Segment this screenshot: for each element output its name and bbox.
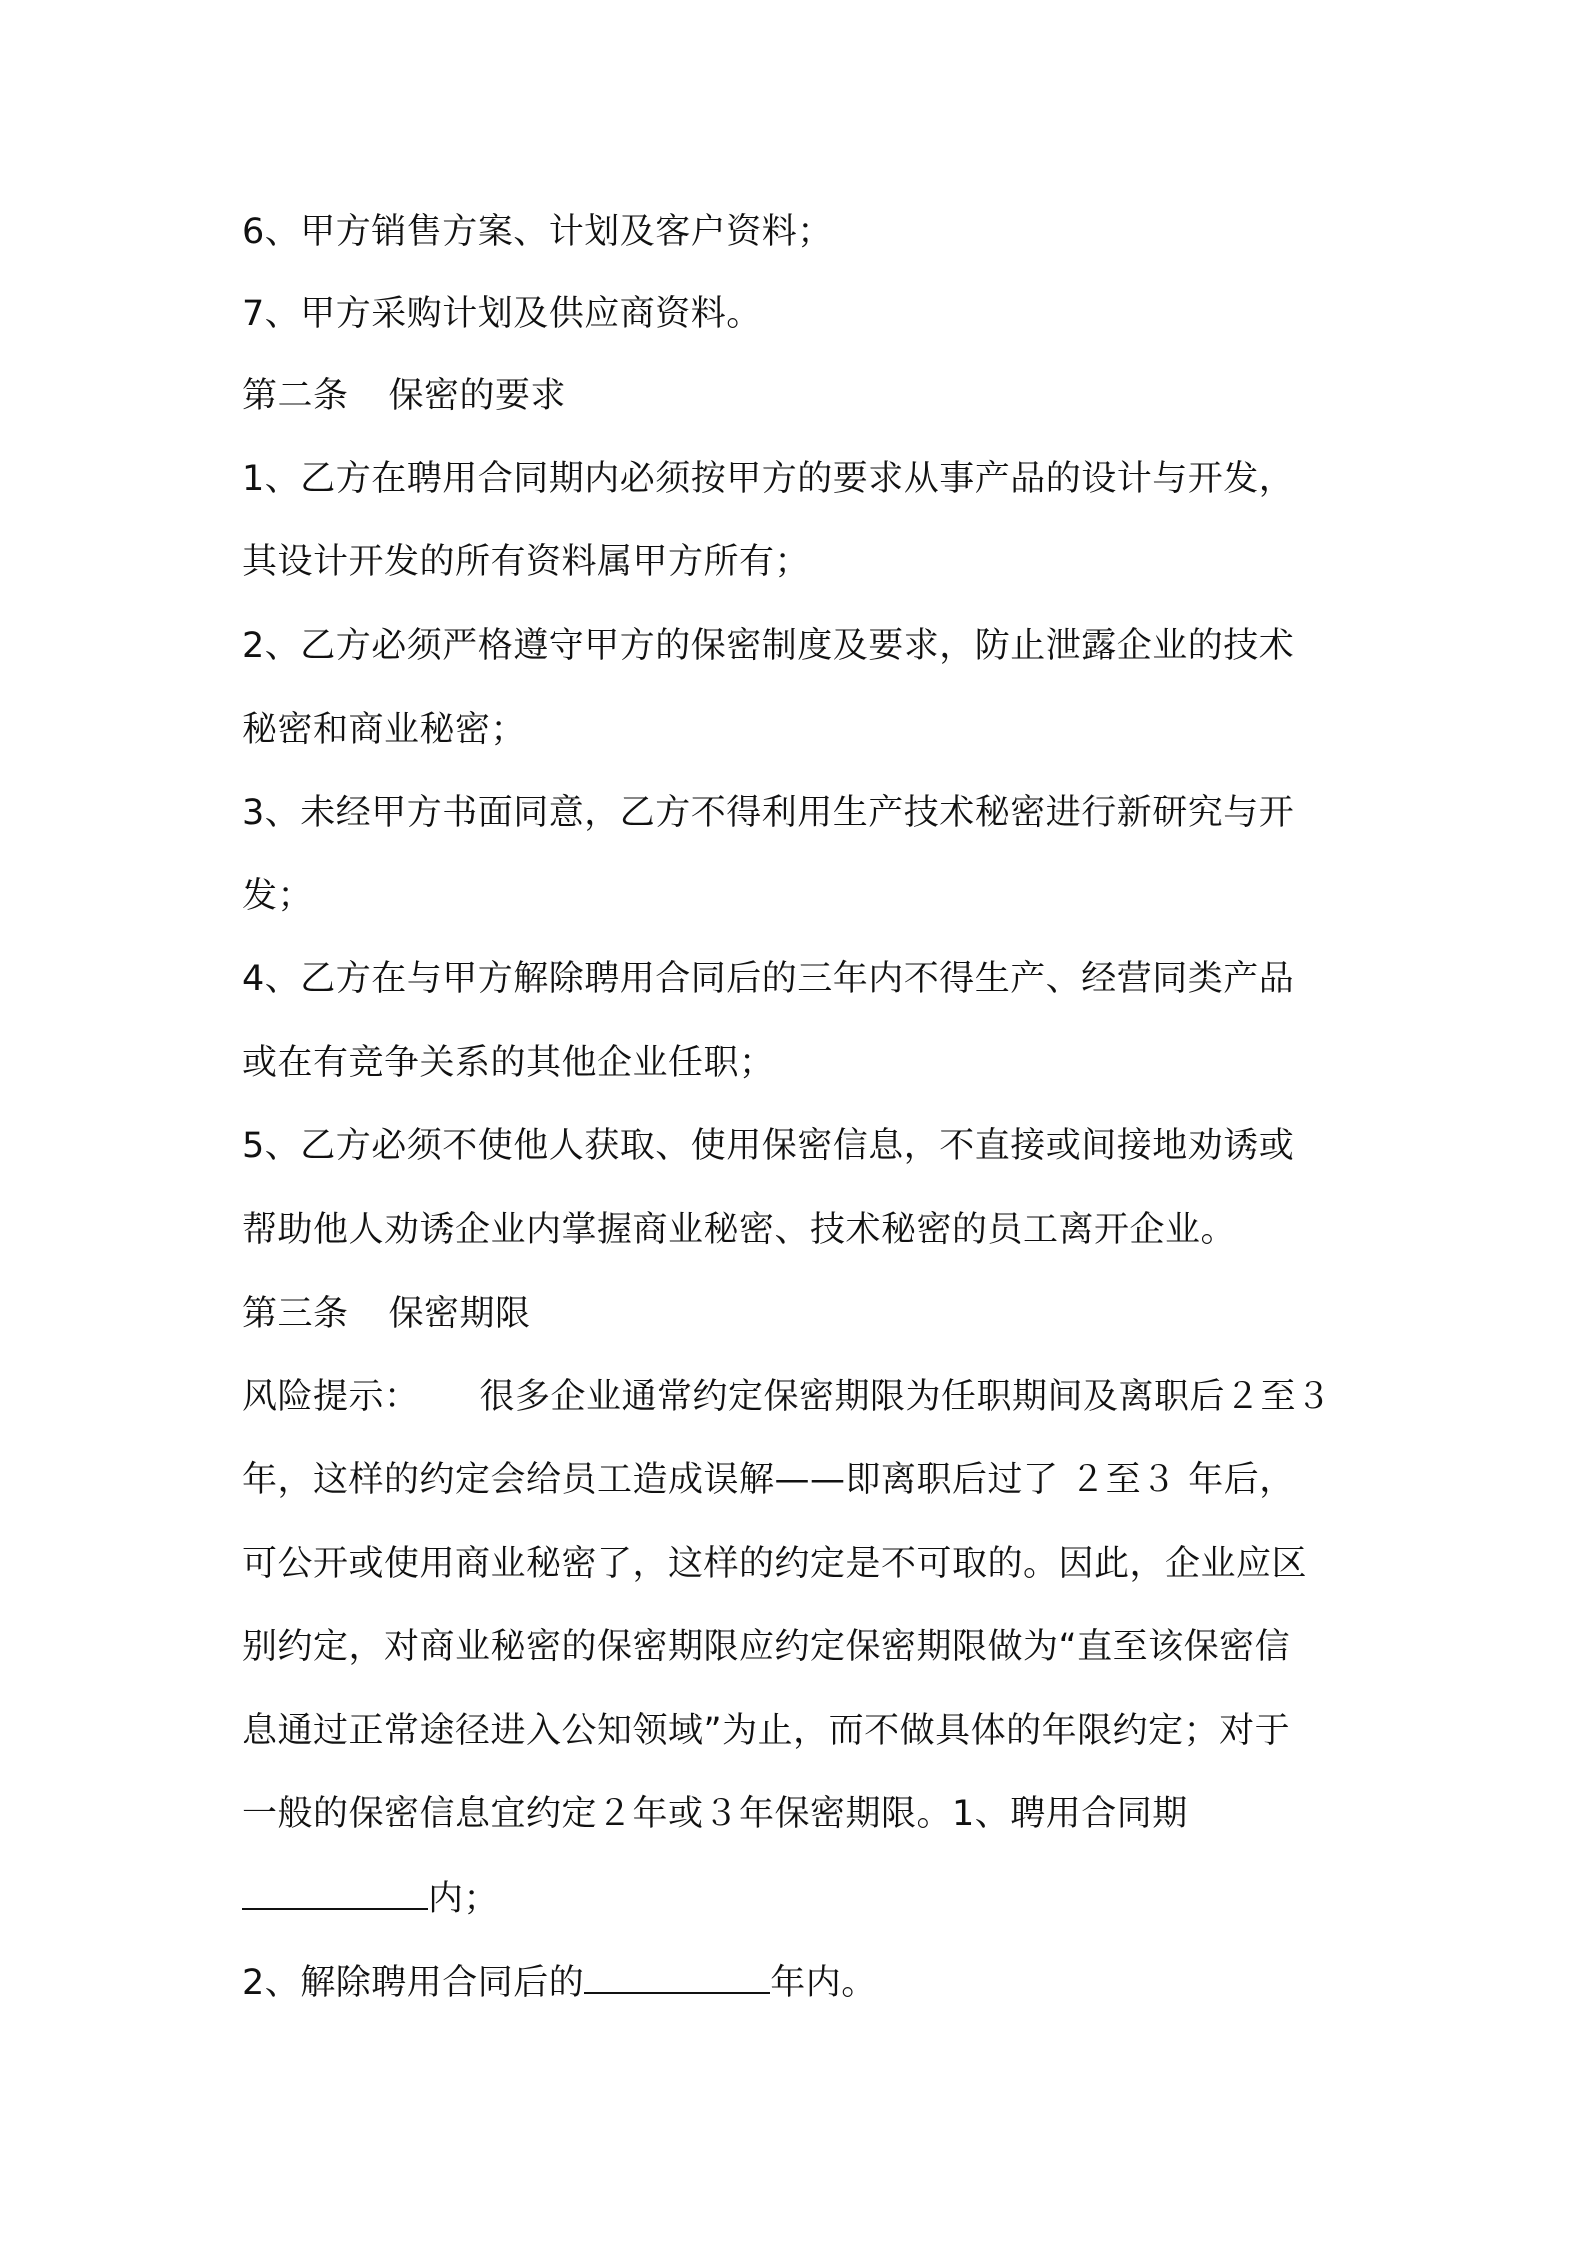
risk-line: 年，这样的约定会给员工造成误解——即离职后过了 ２至３ 年后， — [242, 1460, 1295, 1500]
term-2-suffix: 年内。 — [770, 1963, 877, 2003]
risk-line: 息通过正常途径进入公知领域”为止，而不做具体的年限约定；对于 — [242, 1711, 1291, 1751]
article-3-heading — [242, 1290, 1362, 1338]
risk-label: 风险提示： — [242, 1377, 420, 1417]
article-2-heading — [242, 372, 1362, 420]
article-2-line: 3、未经甲方书面同意，乙方不得利用生产技术秘密进行新研究与开 — [242, 793, 1295, 833]
risk-line: 一般的保密信息宜约定２年或３年保密期限。1、聘用合同期 — [242, 1794, 1188, 1834]
article-3-title: 保密期限 — [388, 1294, 531, 1334]
term-1-line — [242, 1874, 1362, 1923]
term-2-prefix: 2、解除聘用合同后的 — [242, 1963, 585, 2003]
list-item-6: 6、甲方销售方案、计划及客户资料； — [242, 212, 833, 252]
article-2-line: 发； — [242, 876, 314, 916]
article-2-title: 保密的要求 — [388, 376, 567, 416]
risk-line: 别约定，对商业秘密的保密期限应约定保密期限做为“直至该保密信 — [242, 1627, 1291, 1667]
article-2-line: 2、乙方必须严格遵守甲方的保密制度及要求，防止泄露企业的技术 — [242, 626, 1295, 666]
article-2-line: 5、乙方必须不使他人获取、使用保密信息，不直接或间接地劝诱或 — [242, 1126, 1295, 1166]
term-2-line — [242, 1958, 1362, 2007]
article-2-line: 或在有竞争关系的其他企业任职； — [242, 1043, 775, 1083]
article-3-number: 第三条 — [242, 1294, 349, 1334]
fill-in-blank — [584, 1958, 770, 1994]
article-2-line: 帮助他人劝诱企业内掌握商业秘密、技术秘密的员工离开企业。 — [242, 1210, 1237, 1250]
article-2-line: 4、乙方在与甲方解除聘用合同后的三年内不得生产、经营同类产品 — [242, 959, 1295, 999]
term-1-suffix: 内； — [428, 1879, 500, 1919]
article-2-line: 其设计开发的所有资料属甲方所有； — [242, 542, 811, 582]
fill-in-blank — [242, 1874, 428, 1910]
article-2-number: 第二条 — [242, 376, 349, 416]
article-2-line: 秘密和商业秘密； — [242, 710, 527, 750]
list-item-7: 7、甲方采购计划及供应商资料。 — [242, 294, 762, 334]
risk-text: 很多企业通常约定保密期限为任职期间及离职后２至３ — [479, 1377, 1332, 1417]
article-2-line: 1、乙方在聘用合同期内必须按甲方的要求从事产品的设计与开发， — [242, 459, 1295, 499]
risk-first-line — [242, 1373, 1362, 1421]
risk-line: 可公开或使用商业秘密了，这样的约定是不可取的。因此，企业应区 — [242, 1544, 1308, 1584]
